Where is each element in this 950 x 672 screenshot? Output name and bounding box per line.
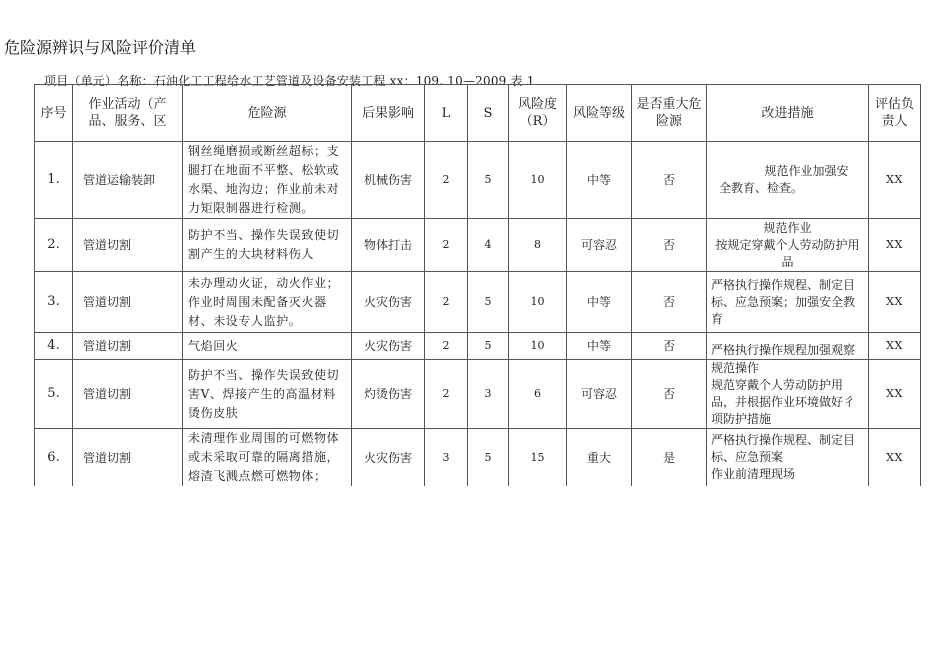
row-activity: 管道切割	[73, 333, 183, 360]
row-s: 4	[468, 219, 509, 272]
row-consequence: 火灾伤害	[352, 333, 425, 360]
row-measures	[707, 360, 869, 429]
row-major: 否	[632, 219, 707, 272]
header-s: S	[468, 85, 509, 142]
row-activity: 管道切割	[73, 429, 183, 487]
row-r: 15	[509, 429, 567, 487]
header-no: 序号	[35, 85, 73, 142]
row-level: 可容忍	[567, 219, 632, 272]
row-measures	[707, 333, 869, 360]
row-measures	[707, 429, 869, 487]
measure-line: 规范穿戴个人劳动防护用品，并根据作业环境做好彳项防护措施	[711, 378, 856, 426]
row-r: 6	[509, 360, 567, 429]
row-consequence: 火灾伤害	[352, 272, 425, 333]
measure-line: 作业前清理现场	[711, 467, 796, 481]
row-major: 是	[632, 429, 707, 487]
row-s: 3	[468, 360, 509, 429]
row-responsible: XX	[869, 360, 921, 429]
row-l: 2	[425, 272, 468, 333]
row-l: 2	[425, 333, 468, 360]
risk-assessment-table	[34, 84, 921, 486]
document-title: 危险源辨识与风险评价清单	[4, 38, 197, 57]
measure-line: 严格执行操作规程、制定目标、应急预案	[711, 433, 856, 464]
row-l: 2	[425, 142, 468, 219]
row-level: 重大	[567, 429, 632, 487]
row-activity: 管道运输装卸	[73, 142, 183, 219]
header-measures: 改进措施	[707, 85, 869, 142]
row-s: 5	[468, 333, 509, 360]
measure-line: 按规定穿戴个人劳动防护用品	[715, 237, 860, 269]
row-level: 中等	[567, 272, 632, 333]
row-responsible: XX	[869, 272, 921, 333]
row-hazard: 未清理作业周围的可燃物体或未采取可靠的隔离措施，熔渣飞溅点燃可燃物体；	[183, 429, 352, 487]
header-major-hazard: 是否重大危险源	[632, 85, 707, 142]
table-row	[35, 333, 921, 360]
row-major: 否	[632, 360, 707, 429]
row-r: 10	[509, 272, 567, 333]
row-responsible: XX	[869, 219, 921, 272]
measure-line: 全教育、检查。	[719, 181, 804, 195]
row-major: 否	[632, 142, 707, 219]
row-activity: 管道切割	[73, 272, 183, 333]
row-consequence: 物体打击	[352, 219, 425, 272]
measure-line: 规范作业	[763, 220, 812, 235]
row-activity: 管道切割	[73, 219, 183, 272]
row-no: 3.	[35, 272, 73, 333]
row-hazard: 钢丝绳磨损或断丝超标；支腿打在地面不平整、松软或水渠、地沟边；作业前未对力矩限制器进行检测。	[183, 142, 352, 219]
row-no: 5.	[35, 360, 73, 429]
table-row	[35, 219, 921, 272]
table-row	[35, 272, 921, 333]
header-risk-level: 风险等级	[567, 85, 632, 142]
header-responsible: 评估负责人	[869, 85, 921, 142]
row-l: 2	[425, 360, 468, 429]
row-r: 10	[509, 142, 567, 219]
row-s: 5	[468, 142, 509, 219]
table-row	[35, 360, 921, 429]
row-measures	[707, 142, 869, 219]
table-row	[35, 142, 921, 219]
row-hazard: 未办理动火证，动火作业；作业时周围未配备灭火器材、未设专人监护。	[183, 272, 352, 333]
row-activity: 管道切割	[73, 360, 183, 429]
project-line: 项目（单元）名称：石油化工工程给水工艺管道及设备安装工程 xx：109. 10—2009 表 1	[44, 74, 535, 88]
header-activity: 作业活动（产品、服务、区	[73, 85, 183, 142]
row-consequence: 火灾伤害	[352, 429, 425, 487]
row-hazard: 防护不当、操作失误致使切割产生的大块材料伤人	[183, 219, 352, 272]
row-s: 5	[468, 272, 509, 333]
row-hazard: 气焰回火	[183, 333, 352, 360]
row-measures	[707, 219, 869, 272]
row-r: 8	[509, 219, 567, 272]
row-no: 1.	[35, 142, 73, 219]
row-no: 2.	[35, 219, 73, 272]
measure-line: 规范操作	[711, 361, 760, 375]
row-r: 10	[509, 333, 567, 360]
measure-line: 严格执行操作规程加强观察	[711, 343, 856, 357]
measure-line: 规范作业加强安	[764, 164, 849, 178]
row-level: 中等	[567, 333, 632, 360]
row-measures	[707, 272, 869, 333]
row-hazard: 防护不当、操作失误致使切害V、焊接产生的高温材料烫伤皮肤	[183, 360, 352, 429]
row-responsible: XX	[869, 429, 921, 487]
row-responsible: XX	[869, 333, 921, 360]
row-major: 否	[632, 333, 707, 360]
row-no: 6.	[35, 429, 73, 487]
row-s: 5	[468, 429, 509, 487]
row-l: 2	[425, 219, 468, 272]
header-risk-degree: 风险度（R）	[509, 85, 567, 142]
row-major: 否	[632, 272, 707, 333]
header-hazard: 危险源	[183, 85, 352, 142]
row-no: 4.	[35, 333, 73, 360]
header-consequence: 后果影响	[352, 85, 425, 142]
row-l: 3	[425, 429, 468, 487]
table-header-row	[35, 85, 921, 142]
row-consequence: 灼烫伤害	[352, 360, 425, 429]
header-l: L	[425, 85, 468, 142]
row-level: 可容忍	[567, 360, 632, 429]
row-responsible: XX	[869, 142, 921, 219]
table-row	[35, 429, 921, 487]
measure-line: 严格执行操作规程、制定目标、应急预案；加强安全教育	[711, 277, 856, 326]
row-level: 中等	[567, 142, 632, 219]
row-consequence: 机械伤害	[352, 142, 425, 219]
